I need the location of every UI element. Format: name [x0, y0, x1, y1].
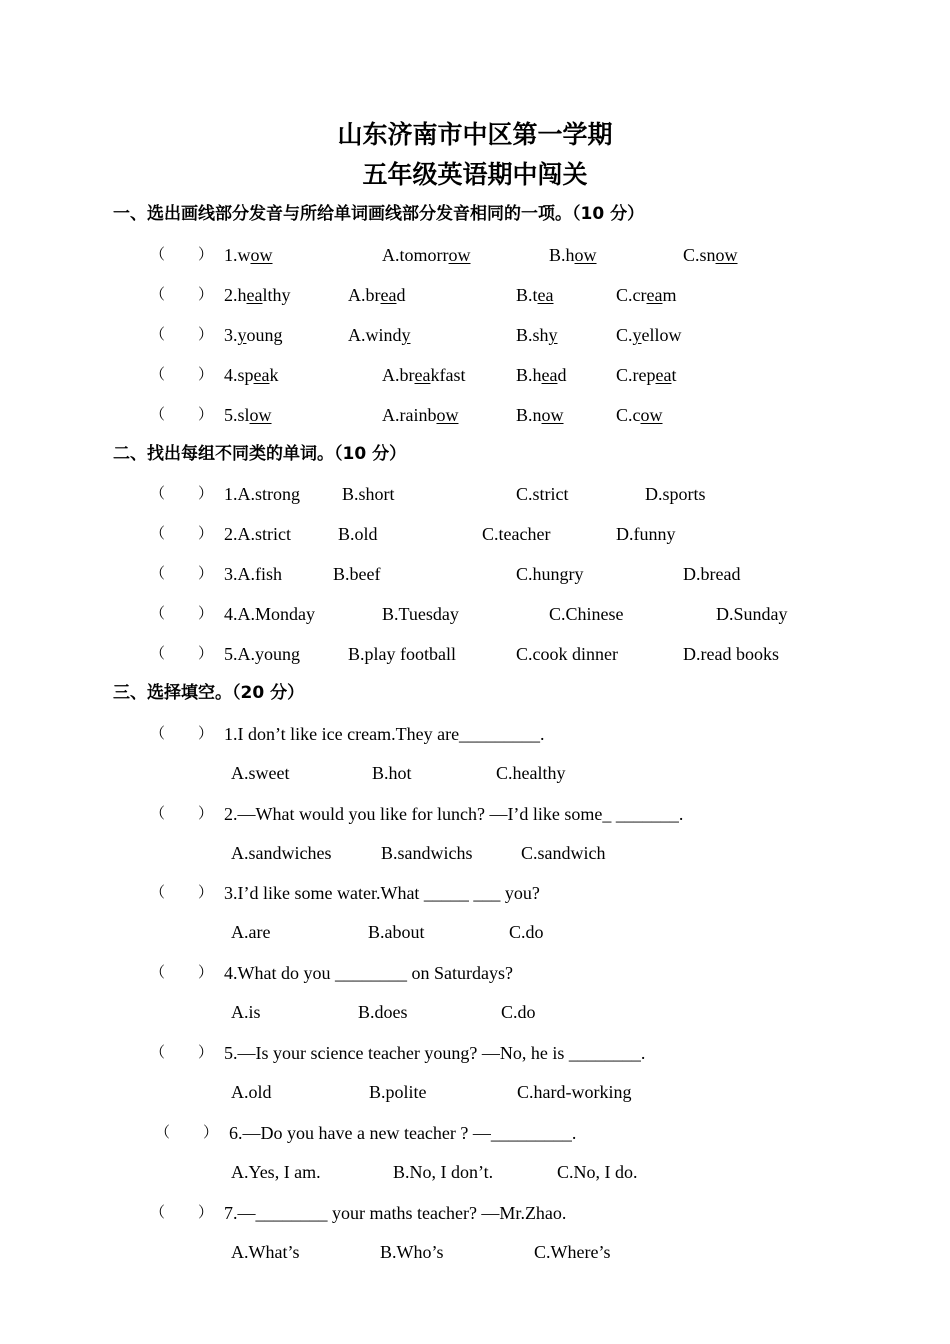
answer-paren-open: （: [150, 526, 166, 542]
option-d: D.bread: [683, 564, 741, 584]
answer-paren-close: ）: [198, 726, 214, 742]
word-part: B.t: [516, 285, 538, 305]
option-b: [516, 284, 554, 306]
option-a: [382, 404, 458, 426]
answer-paren-close: ）: [198, 367, 214, 383]
word-part: C.c: [616, 405, 641, 425]
question-word: [224, 404, 272, 426]
option-b: B.beef: [333, 564, 381, 584]
word-part: A.tomorr: [382, 245, 449, 265]
option-b: B.hot: [372, 763, 412, 783]
underlined-letters: ea: [253, 365, 270, 385]
option-a: A.sweet: [231, 763, 290, 783]
underlined-letters: y: [632, 325, 642, 345]
page-title: 山东济南市中区第一学期: [337, 120, 613, 149]
option-c: C.do: [501, 1002, 536, 1022]
answer-paren-open: （: [150, 407, 166, 423]
option-a: A.Yes, I am.: [231, 1162, 321, 1182]
option-b: [516, 324, 558, 346]
word-part: C.: [616, 325, 633, 345]
answer-paren-open: （: [150, 885, 166, 901]
option-d: D.funny: [616, 524, 676, 544]
option-d: D.Sunday: [716, 604, 788, 624]
answer-paren-close: ）: [198, 646, 214, 662]
option-b: B.sandwichs: [381, 843, 473, 863]
word-part: lthy: [262, 285, 291, 305]
underlined-letters: ow: [436, 405, 459, 425]
answer-paren-close: ）: [198, 327, 214, 343]
option-b: B.Tuesday: [382, 604, 459, 624]
option-a: 5.A.young: [224, 644, 300, 664]
question-text: 5.—Is your science teacher young? —No, he is ________.: [224, 1043, 646, 1063]
option-a: [382, 364, 465, 386]
word-part: 3.: [224, 325, 238, 345]
word-part: ellow: [641, 325, 682, 345]
answer-paren-close: ）: [198, 247, 214, 263]
underlined-letters: ea: [537, 285, 554, 305]
option-b: B.about: [368, 922, 425, 942]
answer-paren-open: （: [150, 606, 166, 622]
answer-paren-close: ）: [198, 885, 214, 901]
answer-paren-open: （: [150, 327, 166, 343]
option-b: B.No, I don’t.: [393, 1162, 494, 1182]
word-part: m: [662, 285, 677, 305]
question-text: 4.What do you ________ on Saturdays?: [224, 963, 513, 983]
section-1-heading: 一、选出画线部分发音与所给单词画线部分发音相同的一项。（10 分）: [113, 204, 645, 224]
answer-paren-close: ）: [198, 486, 214, 502]
underlined-letters: ow: [249, 405, 272, 425]
option-c: [616, 404, 663, 426]
word-part: A.wind: [348, 325, 402, 345]
word-part: t: [671, 365, 677, 385]
answer-paren-close: ）: [198, 566, 214, 582]
option-c: [616, 324, 682, 346]
option-a: A.are: [231, 922, 271, 942]
question-text: 7.—________ your maths teacher? —Mr.Zhao.: [224, 1203, 567, 1223]
word-part: A.br: [382, 365, 415, 385]
option-a: A.sandwiches: [231, 843, 332, 863]
word-part: 5.sl: [224, 405, 250, 425]
underlined-letters: ea: [646, 285, 663, 305]
underlined-letters: ow: [715, 245, 738, 265]
word-part: k: [269, 365, 279, 385]
option-b: [549, 244, 597, 266]
answer-paren-open: （: [150, 726, 166, 742]
answer-paren-open: （: [150, 247, 166, 263]
underlined-letters: y: [237, 325, 247, 345]
option-c: C.teacher: [482, 524, 551, 544]
answer-paren-close: ）: [198, 1045, 214, 1061]
option-a: 3.A.fish: [224, 564, 282, 584]
option-c: [683, 244, 738, 266]
underlined-letters: ow: [448, 245, 471, 265]
option-c: C.hard-working: [517, 1082, 632, 1102]
underlined-letters: ea: [380, 285, 397, 305]
option-a: [348, 324, 411, 346]
question-text: 6.—Do you have a new teacher ? —_________.: [229, 1123, 577, 1143]
question-word: [224, 244, 273, 266]
word-part: d: [557, 365, 567, 385]
answer-paren-close: ）: [198, 526, 214, 542]
option-b: [516, 364, 567, 386]
option-c: C.Chinese: [549, 604, 624, 624]
question-text: 3.I’d like some water.What _____ ___ you?: [224, 883, 540, 903]
word-part: A.rainb: [382, 405, 437, 425]
option-a: A.What’s: [231, 1242, 300, 1262]
underlined-letters: ow: [250, 245, 273, 265]
answer-paren-close: ）: [198, 965, 214, 981]
section-3-heading: 三、选择填空。（20 分）: [113, 683, 305, 703]
option-b: B.does: [358, 1002, 408, 1022]
answer-paren-open: （: [150, 566, 166, 582]
option-a: 2.A.strict: [224, 524, 291, 544]
question-text: 2.—What would you like for lunch? —I’d like some_ _______.: [224, 804, 684, 824]
option-d: D.read books: [683, 644, 779, 664]
answer-paren-close: ）: [198, 407, 214, 423]
question-word: [224, 364, 279, 386]
word-part: C.rep: [616, 365, 656, 385]
answer-paren-close: ）: [198, 606, 214, 622]
underlined-letters: y: [401, 325, 411, 345]
word-part: C.cr: [616, 285, 647, 305]
underlined-letters: ea: [246, 285, 263, 305]
underlined-letters: y: [548, 325, 558, 345]
option-b: B.Who’s: [380, 1242, 444, 1262]
option-c: [616, 284, 677, 306]
question-text: 1.I don’t like ice cream.They are_________.: [224, 724, 545, 744]
option-b: B.polite: [369, 1082, 427, 1102]
answer-paren-close: ）: [198, 287, 214, 303]
option-b: B.old: [338, 524, 378, 544]
word-part: d: [396, 285, 406, 305]
question-word: [224, 324, 283, 346]
word-part: A.br: [348, 285, 381, 305]
option-c: C.do: [509, 922, 544, 942]
option-a: [382, 244, 471, 266]
answer-paren-close: ）: [198, 806, 214, 822]
word-part: B.n: [516, 405, 542, 425]
word-part: B.h: [549, 245, 575, 265]
option-d: D.sports: [645, 484, 706, 504]
word-part: oung: [246, 325, 283, 345]
answer-paren-open: （: [150, 367, 166, 383]
option-c: C.sandwich: [521, 843, 606, 863]
word-part: 2.h: [224, 285, 247, 305]
underlined-letters: ea: [414, 365, 431, 385]
option-c: C.cook dinner: [516, 644, 618, 664]
answer-paren-open: （: [150, 646, 166, 662]
answer-paren-open: （: [150, 806, 166, 822]
option-a: [348, 284, 405, 306]
underlined-letters: ow: [541, 405, 564, 425]
option-a: A.is: [231, 1002, 261, 1022]
option-b: [516, 404, 564, 426]
underlined-letters: ow: [574, 245, 597, 265]
option-c: C.healthy: [496, 763, 566, 783]
answer-paren-open: （: [150, 486, 166, 502]
word-part: kfast: [430, 365, 466, 385]
word-part: C.sn: [683, 245, 716, 265]
underlined-letters: ow: [640, 405, 663, 425]
option-a: 1.A.strong: [224, 484, 300, 504]
word-part: B.h: [516, 365, 542, 385]
word-part: B.sh: [516, 325, 549, 345]
option-b: B.play football: [348, 644, 456, 664]
option-c: C.hungry: [516, 564, 584, 584]
answer-paren-open: （: [150, 287, 166, 303]
option-a: 4.A.Monday: [224, 604, 315, 624]
question-word: [224, 284, 291, 306]
underlined-letters: ea: [541, 365, 558, 385]
option-a: A.old: [231, 1082, 272, 1102]
answer-paren-open: （: [150, 965, 166, 981]
page-subtitle: 五年级英语期中闯关: [362, 160, 588, 189]
option-b: B.short: [342, 484, 395, 504]
word-part: 1.w: [224, 245, 251, 265]
underlined-letters: ea: [655, 365, 672, 385]
answer-paren-close: ）: [198, 1205, 214, 1221]
answer-paren-open: （: [155, 1125, 171, 1141]
answer-paren-close: ）: [203, 1125, 219, 1141]
answer-paren-open: （: [150, 1205, 166, 1221]
section-2-heading: 二、找出每组不同类的单词。（10 分）: [113, 444, 407, 464]
word-part: 4.sp: [224, 365, 254, 385]
option-c: C.No, I do.: [557, 1162, 638, 1182]
option-c: C.Where’s: [534, 1242, 611, 1262]
option-c: C.strict: [516, 484, 569, 504]
option-c: [616, 364, 677, 386]
answer-paren-open: （: [150, 1045, 166, 1061]
